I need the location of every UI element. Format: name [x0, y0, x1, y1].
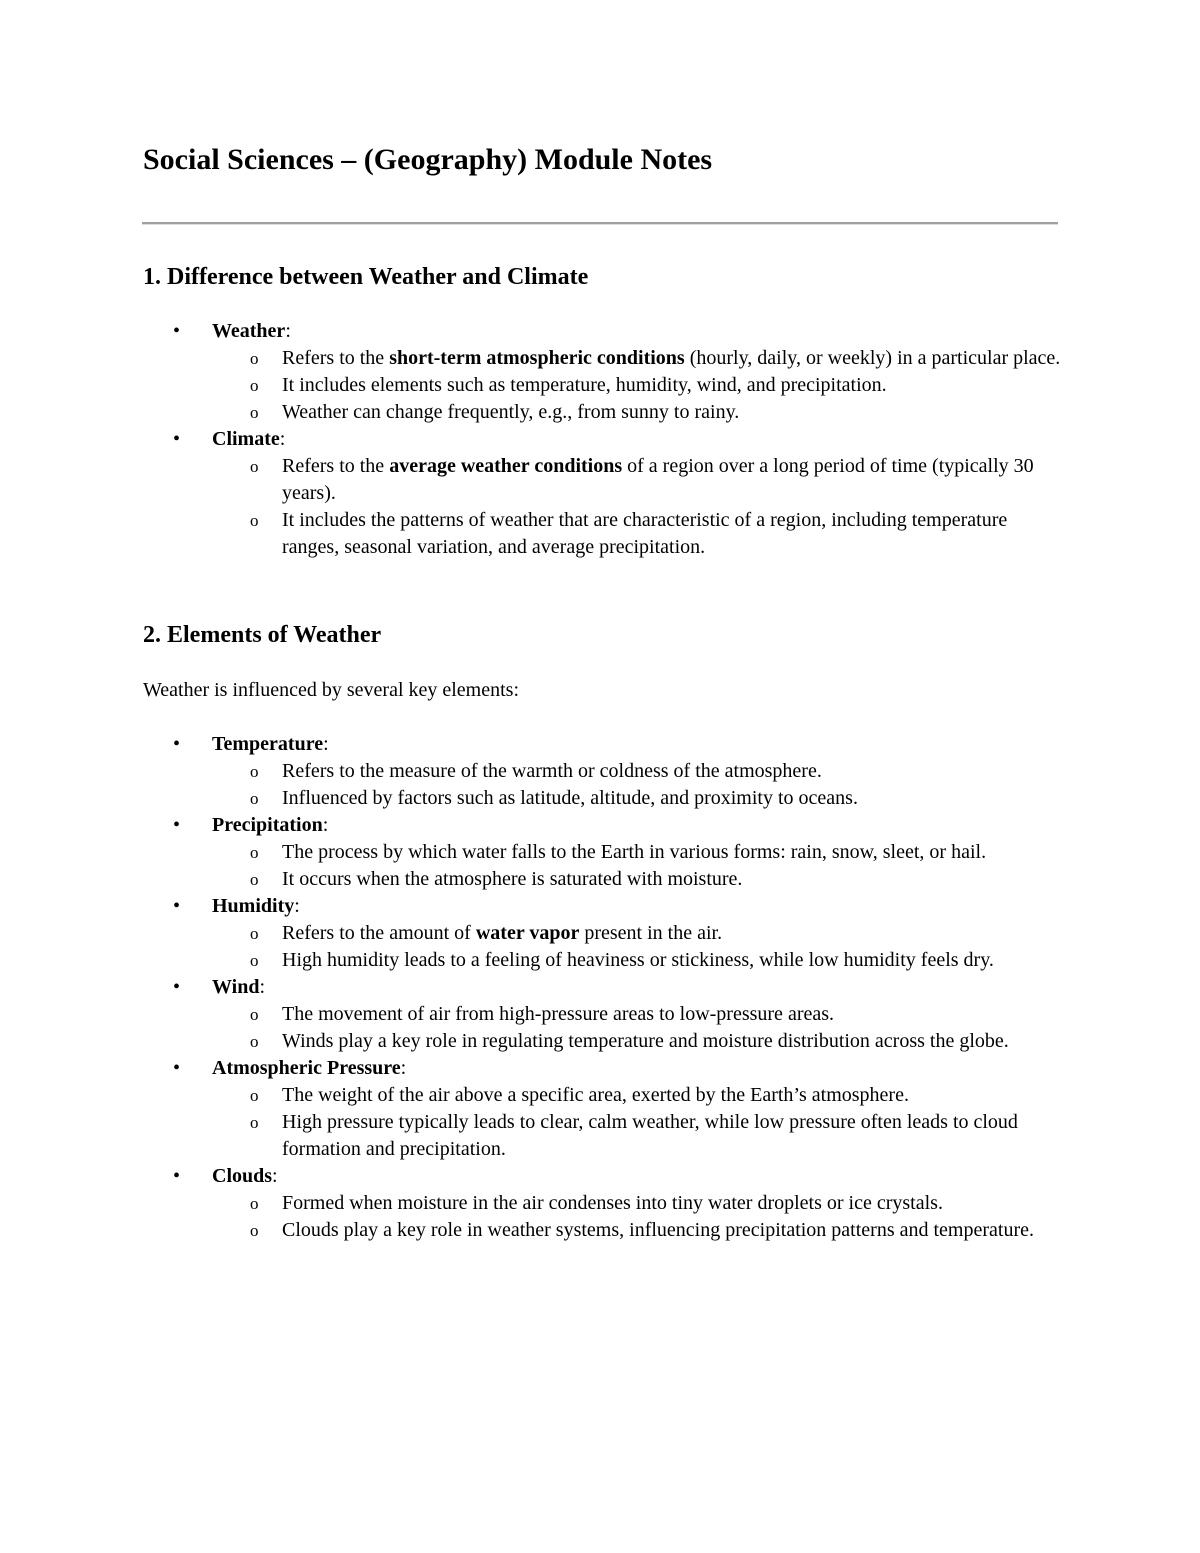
temperature-subpoints [212, 758, 1063, 812]
point-text: Refers to the amount of [282, 922, 476, 944]
pressure-subpoints [212, 1082, 1063, 1163]
list-item-humidity [143, 893, 1063, 974]
point-text: It includes elements such as temperature, humidity, wind, and precipitation. [282, 374, 887, 396]
circle-bullet-icon: o [250, 951, 259, 970]
circle-bullet-icon: o [250, 1221, 259, 1240]
bullet-icon: • [173, 1057, 181, 1079]
circle-bullet-icon: o [250, 1086, 259, 1105]
circle-bullet-icon: o [250, 349, 259, 368]
term-atmospheric-pressure: Atmospheric Pressure [212, 1057, 401, 1079]
point-text: High pressure typically leads to clear, calm weather, while low pressure often leads to cloud formation and precipitation. [282, 1111, 1018, 1160]
list-item [212, 785, 1063, 812]
list-item [212, 839, 1063, 866]
bullet-icon: • [173, 895, 181, 917]
circle-bullet-icon: o [250, 1005, 259, 1024]
term-colon: : [400, 1057, 407, 1079]
list-item [212, 1082, 1063, 1109]
circle-bullet-icon: o [250, 1113, 259, 1132]
circle-bullet-icon: o [250, 511, 259, 530]
circle-bullet-icon: o [250, 403, 259, 422]
list-item [212, 947, 1063, 974]
term-colon: : [259, 976, 266, 998]
bullet-icon: • [173, 1165, 181, 1187]
term-climate: Climate [212, 428, 280, 450]
circle-bullet-icon: o [250, 457, 259, 476]
point-bold-text: average weather conditions [389, 455, 623, 477]
list-item [212, 372, 1063, 399]
list-item [212, 920, 1063, 947]
bullet-icon: • [173, 428, 181, 450]
term-colon: : [294, 895, 300, 917]
point-text: Clouds play a key role in weather systems, influencing precipitation patterns and temperature. [282, 1219, 1034, 1241]
point-text: (hourly, daily, or weekly) in a particular place. [684, 347, 1061, 369]
point-text: Influenced by factors such as latitude, altitude, and proximity to oceans. [282, 787, 858, 809]
point-bold-text: water vapor [475, 922, 580, 944]
term-colon: : [279, 428, 286, 450]
circle-bullet-icon: o [250, 1194, 259, 1213]
bullet-icon: • [173, 976, 181, 998]
point-text: Formed when moisture in the air condenses into tiny water droplets or ice crystals. [282, 1192, 943, 1214]
circle-bullet-icon: o [250, 843, 259, 862]
point-text: High humidity leads to a feeling of heaviness or stickiness, while low humidity feels dry. [282, 949, 994, 971]
list-item [212, 453, 1063, 507]
list-item [212, 758, 1063, 785]
point-text: Refers to the [282, 455, 390, 477]
horizontal-divider [142, 222, 1058, 225]
point-text: The movement of air from high-pressure areas to low-pressure areas. [282, 1003, 835, 1025]
climate-subpoints [212, 453, 1063, 561]
point-text: of a region over a long period of time (typically 30 years). [282, 455, 1034, 504]
weather-climate-list [143, 318, 1063, 561]
point-text: Refers to the [282, 347, 390, 369]
point-text: The process by which water falls to the Earth in various forms: rain, snow, sleet, or hail. [282, 841, 987, 863]
point-text: present in the air. [579, 922, 723, 944]
page-title: Social Sciences – (Geography) Module Notes [143, 143, 713, 176]
term-colon: : [323, 733, 329, 755]
circle-bullet-icon: o [250, 924, 259, 943]
circle-bullet-icon: o [250, 376, 259, 395]
list-item [212, 1001, 1063, 1028]
point-text: It includes the patterns of weather that are characteristic of a region, including temperature ranges, seasonal variation, and average precipitation. [282, 509, 1008, 558]
circle-bullet-icon: o [250, 1032, 259, 1051]
bullet-icon: • [173, 814, 181, 836]
list-item-climate [143, 426, 1063, 561]
humidity-subpoints [212, 920, 1063, 974]
point-text: Weather can change frequently, e.g., from sunny to rainy. [282, 401, 740, 423]
elements-list [143, 731, 1063, 1244]
bullet-icon: • [173, 320, 181, 342]
term-wind: Wind [212, 976, 260, 998]
list-item [212, 866, 1063, 893]
list-item-wind [143, 974, 1063, 1055]
point-text: It occurs when the atmosphere is saturated with moisture. [282, 868, 743, 890]
list-item [212, 1217, 1063, 1244]
circle-bullet-icon: o [250, 789, 259, 808]
list-item-precipitation [143, 812, 1063, 893]
list-item-weather [143, 318, 1063, 426]
term-colon: : [285, 320, 291, 342]
list-item-atmospheric-pressure [143, 1055, 1063, 1163]
point-text: Refers to the measure of the warmth or coldness of the atmosphere. [282, 760, 822, 782]
circle-bullet-icon: o [250, 762, 259, 781]
point-text: Winds play a key role in regulating temperature and moisture distribution across the globe. [282, 1030, 1009, 1052]
term-weather: Weather [212, 320, 286, 342]
term-colon: : [322, 814, 329, 836]
precipitation-subpoints [212, 839, 1063, 893]
section-heading-elements-of-weather: 2. Elements of Weather [143, 622, 382, 648]
list-item [212, 1028, 1063, 1055]
list-item [212, 507, 1063, 561]
section-intro: Weather is influenced by several key elements: [143, 679, 520, 701]
weather-subpoints [212, 345, 1063, 426]
bullet-icon: • [173, 733, 181, 755]
term-colon: : [272, 1165, 278, 1187]
clouds-subpoints [212, 1190, 1063, 1244]
list-item [212, 345, 1063, 372]
point-bold-text: short-term atmospheric conditions [389, 347, 685, 369]
point-text: The weight of the air above a specific area, exerted by the Earth’s atmosphere. [282, 1084, 909, 1106]
wind-subpoints [212, 1001, 1063, 1055]
list-item [212, 1109, 1063, 1163]
list-item-clouds [143, 1163, 1063, 1244]
term-humidity: Humidity [212, 895, 295, 917]
term-clouds: Clouds [212, 1165, 273, 1187]
list-item-temperature [143, 731, 1063, 812]
section-heading-weather-vs-climate: 1. Difference between Weather and Climate [143, 264, 589, 290]
list-item [212, 399, 1063, 426]
term-precipitation: Precipitation [212, 814, 323, 836]
term-temperature: Temperature [212, 733, 324, 755]
circle-bullet-icon: o [250, 870, 259, 889]
list-item [212, 1190, 1063, 1217]
